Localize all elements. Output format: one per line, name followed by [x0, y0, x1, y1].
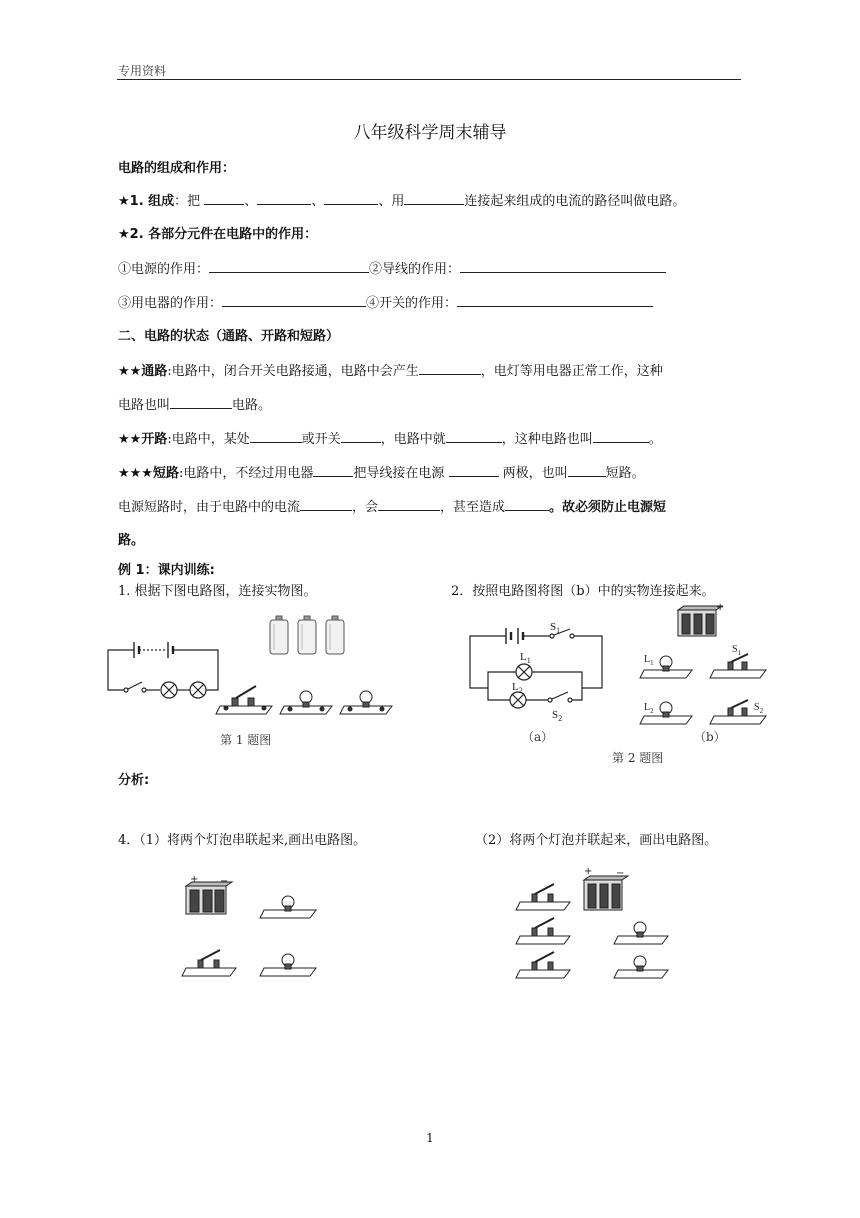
duanlu-label: ★★★短路	[118, 466, 179, 481]
fig2b-s1-sub: 1	[737, 649, 742, 657]
fig2b-s1-label: S	[732, 644, 738, 655]
q1-text-e: 连接起来组成的电流的路径叫做电路。	[464, 194, 686, 209]
svg-text:S1	[732, 644, 742, 657]
kailu-text-d: ，这种电路也叫	[501, 432, 593, 447]
kailu-text-a: :电路中，某处	[167, 432, 250, 447]
blank	[300, 498, 352, 511]
fig2b-l1-label: L	[644, 654, 651, 665]
blank	[593, 430, 649, 443]
role-wire-label: ②导线的作用：	[369, 262, 461, 277]
fig2a-s2-label: S	[552, 709, 559, 721]
tonglu-text-d: 电路。	[232, 398, 272, 413]
fig2b-components	[636, 604, 772, 734]
blank	[568, 464, 606, 477]
q4-left-bulb-1	[260, 896, 316, 918]
q4-part1-text: （1）将两个灯泡串联起来,画出电路图。	[139, 833, 367, 848]
q4-right-switch-2	[516, 918, 570, 944]
svg-text:L2	[512, 681, 523, 695]
duanlu2-text-d: 。故必须防止电源短	[549, 500, 667, 515]
q1-text-a: ：把	[174, 194, 205, 209]
section1-heading: 电路的组成和作用：	[118, 161, 236, 176]
svg-text:S2	[552, 709, 562, 723]
svg-text:S2	[754, 702, 764, 715]
role-row-2	[118, 294, 653, 313]
duanlu-text-c: 两极，也叫	[498, 466, 568, 481]
fig2a-l1-sub: 1	[526, 656, 531, 665]
q4-part2: （2）将两个灯泡并联起来，画出电路图。	[475, 833, 718, 848]
q4-right-switch-3	[516, 952, 570, 978]
q4-right-bulb-1	[614, 922, 668, 944]
blank	[204, 192, 244, 205]
q4-left-components	[180, 872, 330, 982]
q1-text-c: 、	[311, 194, 325, 209]
fig2b-s2-sub: 2	[759, 707, 764, 715]
q4-left-switch	[182, 950, 236, 976]
fig2b-plus-label: +	[716, 602, 725, 613]
q4-left-plus: +	[190, 874, 199, 885]
tonglu-text-a: :电路中，闭合开关电路接通，电路中会产生	[167, 364, 419, 379]
q4-right-battery	[584, 876, 628, 910]
role-row-1	[118, 260, 666, 279]
fig1-bulb-2	[340, 688, 396, 718]
fig2b-l2-sub: 2	[650, 707, 654, 715]
header-label: 专用资料	[118, 64, 167, 78]
fig2-caption: 第 2 题图	[612, 751, 664, 765]
fig2a-s2-sub: 2	[558, 714, 563, 723]
duanlu2-text-b: ，会	[352, 500, 379, 515]
kailu-text-c: ，电路中就	[380, 432, 446, 447]
svg-text:L1	[520, 651, 531, 665]
blank	[313, 464, 353, 477]
fig1-switch	[216, 684, 276, 718]
tonglu-line	[118, 362, 663, 381]
blank	[324, 192, 378, 205]
duanlu-text-b: 把导线接在电源	[353, 466, 449, 481]
q4-part1	[118, 832, 366, 850]
fig2b-s2-label: S	[754, 702, 760, 713]
tonglu-text-c: 电路也叫	[118, 398, 171, 413]
duanlu-text-a: :电路中，不经过用电器	[178, 466, 314, 481]
fig2a-s1-sub: 1	[556, 626, 561, 635]
header-rule	[117, 79, 741, 80]
blank	[250, 430, 302, 443]
blank	[209, 260, 369, 273]
kailu-text-e: 。	[648, 432, 662, 447]
fig1-battery-cells	[268, 614, 352, 658]
q1-label: ★1. 组成	[118, 194, 175, 209]
q4-right-switch-1	[516, 884, 570, 910]
fig2a-l2-sub: 2	[518, 686, 523, 695]
svg-text:S1	[550, 621, 560, 635]
kailu-label: ★★开路	[118, 432, 168, 447]
analysis-label: 分析:	[118, 773, 150, 788]
role-appliance-label: ③用电器的作用：	[118, 296, 223, 311]
role-switch-label: ④开关的作用：	[366, 296, 458, 311]
fig2b-l2-label: L	[644, 702, 651, 713]
svg-text:L1	[644, 654, 654, 667]
tonglu-text-b: ，电灯等用电器正常工作，这种	[480, 364, 663, 379]
q4-right-plus: +	[584, 866, 593, 877]
blank	[257, 192, 311, 205]
section2-heading: 二、电路的状态（通路、开路和短路）	[118, 329, 340, 344]
blank	[449, 464, 499, 477]
duanlu2-text-a: 电源短路时，由于电路中的电流	[118, 500, 301, 515]
example-q1: 1. 根据下图电路图，连接实物图。	[118, 584, 317, 599]
duanlu-line-2	[118, 498, 666, 517]
fig1-bulb-1	[280, 688, 336, 718]
q4-right-bulb-2	[614, 956, 668, 978]
duanlu-line	[118, 464, 645, 483]
q1-text-b: 、	[244, 194, 258, 209]
blank	[446, 430, 502, 443]
fig2b-caption: （b）	[694, 730, 726, 744]
q4-left-bulb-2	[260, 954, 316, 976]
page-title: 八年级科学周末辅导	[353, 123, 507, 143]
q2-line: ★2. 各部分元件在电路中的作用：	[118, 227, 318, 242]
duanlu-text-d: 短路。	[605, 466, 645, 481]
fig1-caption: 第 1 题图	[220, 733, 272, 747]
blank	[170, 396, 232, 409]
duanlu-line-3: 路。	[118, 533, 145, 548]
duanlu2-text-c: ，甚至造成	[440, 500, 506, 515]
tonglu-label: ★★通路	[118, 364, 168, 379]
fig2b-l1-sub: 1	[650, 659, 654, 667]
blank	[404, 192, 464, 205]
example-q2: 2．按照电路图将图（b）中的实物连接起来。	[451, 584, 715, 599]
fig1-circuit-diagram	[104, 636, 224, 696]
q1-line	[118, 192, 685, 211]
blank	[378, 498, 440, 511]
example-heading: 例 1：课内训练:	[118, 563, 215, 578]
blank	[341, 430, 381, 443]
fig2a-circuit-diagram	[466, 622, 606, 722]
blank	[222, 294, 366, 307]
fig2a-caption: （a）	[522, 730, 554, 744]
blank	[457, 294, 653, 307]
kailu-text-b: 或开关	[301, 432, 341, 447]
kailu-line	[118, 430, 662, 449]
q4-number: 4．	[118, 833, 140, 848]
page-number: 1	[426, 1131, 434, 1145]
blank	[505, 498, 549, 511]
fig2a-l2-label: L	[512, 681, 519, 693]
blank	[419, 362, 481, 375]
svg-text:L2	[644, 702, 654, 715]
fig2a-s1-label: S	[550, 621, 557, 633]
fig2a-l1-label: L	[520, 651, 527, 663]
q4-right-components	[514, 864, 674, 984]
q4-right-minus: −	[616, 868, 625, 879]
q4-left-minus: −	[220, 876, 229, 887]
q1-text-d: 、用	[378, 194, 405, 209]
blank	[460, 260, 666, 273]
tonglu-line-2	[118, 396, 271, 415]
fig2b-switch-s1	[710, 654, 766, 678]
role-power-label: ①电源的作用：	[118, 262, 210, 277]
